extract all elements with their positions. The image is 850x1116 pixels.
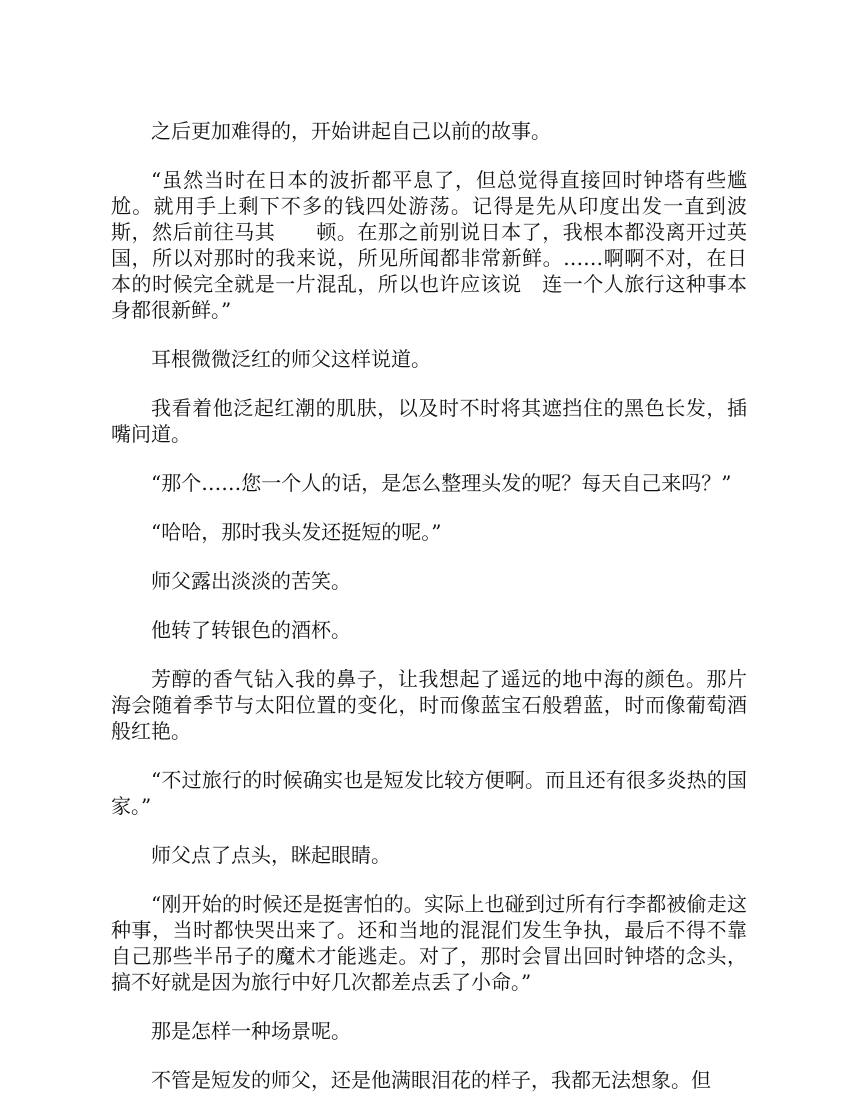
paragraph: 之后更加难得的，开始讲起自己以前的故事。 [151,119,551,143]
text-body [111,118,747,1116]
paragraph: “虽然当时在日本的波折都平息了，但总觉得直接回时钟塔有些尴尬。就用手上剩下不多的钱四处游荡。记得是先从印度出发一直到波斯，然后前往马其 顿。在那之前别说日本了，我根本都没离开过英国，所以对那时的我来说，所见所闻都非常新鲜。……啊啊不对，在日本的时候完全就是一片混乱，所以也许应该说 连一个人旅行这种事本身都很新鲜。” [111,168,747,322]
paragraph: “哈哈，那时我头发还挺短的呢。” [151,520,442,544]
paragraph: “那个……您一个人的话，是怎么整理头发的呢？每天自己来吗？” [151,471,732,495]
paragraph: 那是怎样一种场景呢。 [151,1019,351,1043]
paragraph: 耳根微微泛红的师父这样说道。 [151,347,431,371]
paragraph: 师父露出淡淡的苦笑。 [151,569,351,593]
paragraph: 我看着他泛起红潮的肌肤，以及时不时将其遮挡住的黑色长发，插嘴问道。 [111,396,747,446]
paragraph: “刚开始的时候还是挺害怕的。实际上也碰到过所有行李都被偷走这种事，当时都快哭出来了。还和当地的混混们发生争执，最后不得不靠自己那些半吊子的魔术才能逃走。对了，那时会冒出回时钟塔的念头，搞不好就是因为旅行中好几次都差点丢了小命。” [111,892,747,994]
paragraph: 芳醇的香气钻入我的鼻子，让我想起了遥远的地中海的颜色。那片海会随着季节与太阳位置的变化，时而像蓝宝石般碧蓝，时而像葡萄酒般红艳。 [111,667,747,743]
paragraph: “不过旅行的时候确实也是短发比较方便啊。而且还有很多炎热的国家。” [111,768,747,818]
paragraph: 不管是短发的师父，还是他满眼泪花的样子，我都无法想象。但 [151,1068,711,1092]
paragraph: 他转了转银色的酒杯。 [151,618,351,642]
paragraph: 师父点了点头，眯起眼睛。 [151,843,391,867]
